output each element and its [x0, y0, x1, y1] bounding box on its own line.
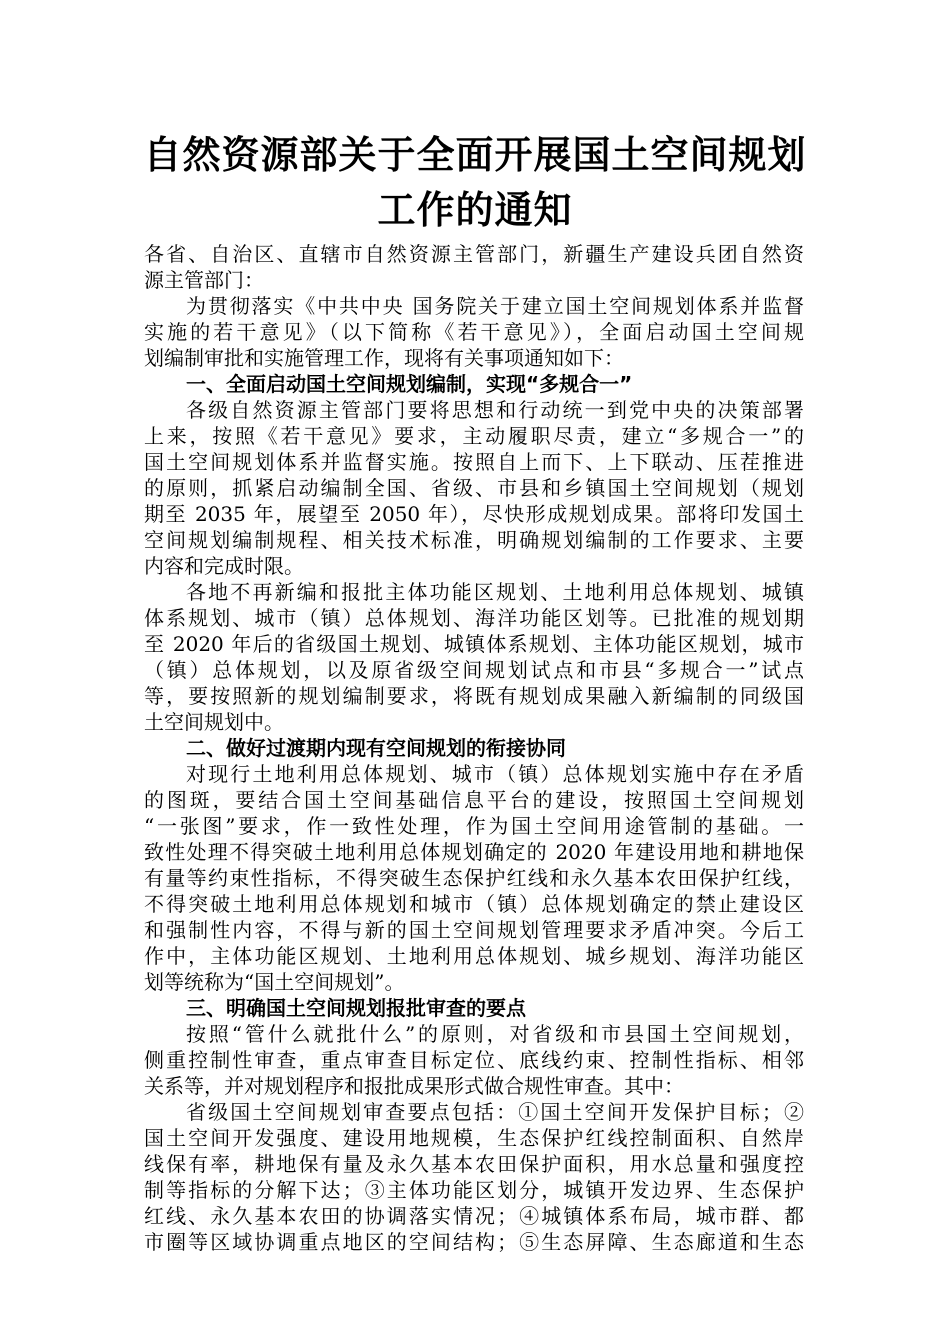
salutation-line: 各省、自治区、直辖市自然资源主管部门，新疆生产建设兵团自然资 — [144, 242, 804, 266]
paragraph-line: 省级国土空间规划审查要点包括：①国土空间开发保护目标；② — [186, 1100, 804, 1124]
paragraph-line: 为贯彻落实《中共中央 国务院关于建立国土空间规划体系并监督 — [186, 294, 804, 318]
paragraph-line: 作中，主体功能区规划、土地利用总体规划、城乡规划、海洋功能区 — [144, 944, 804, 968]
paragraph-line: （镇）总体规划，以及原省级空间规划试点和市县“多规合一”试点 — [144, 658, 804, 682]
document-body — [144, 241, 804, 1255]
paragraph-line: 和强制性内容，不得与新的国土空间规划管理要求矛盾冲突。今后工 — [144, 918, 804, 942]
paragraph-line: 不得突破土地利用总体规划和城市（镇）总体规划确定的禁止建设区 — [144, 892, 804, 916]
paragraph-line: 线保有率，耕地保有量及永久基本农田保护面积，用水总量和强度控 — [144, 1152, 804, 1176]
paragraph-line: 关系等，并对规划程序和报批成果形式做合规性审查。其中： — [144, 1074, 684, 1098]
paragraph-line: 致性处理不得突破土地利用总体规划确定的 2020 年建设用地和耕地保 — [144, 840, 804, 864]
paragraph-line: 内容和完成时限。 — [144, 554, 304, 578]
paragraph-line: 的图斑，要结合国土空间基础信息平台的建设，按照国土空间规划 — [144, 788, 804, 812]
paragraph-line: 按照“管什么就批什么”的原则，对省级和市县国土空间规划， — [186, 1022, 804, 1046]
paragraph-line: 市圈等区域协调重点地区的空间结构；⑤生态屏障、生态廊道和生态 — [144, 1230, 804, 1254]
paragraph-line: 对现行土地利用总体规划、城市（镇）总体规划实施中存在矛盾 — [186, 762, 804, 786]
paragraph-line: 土空间规划中。 — [144, 710, 284, 734]
title-line: 工作的通知 — [377, 188, 573, 232]
paragraph-line: 划等统称为“国土空间规划”。 — [144, 970, 405, 994]
paragraph-line: 侧重控制性审查，重点审查目标定位、底线约束、控制性指标、相邻 — [144, 1048, 804, 1072]
paragraph-line: 实施的若干意见》（以下简称《若干意见》），全面启动国土空间规 — [144, 320, 804, 344]
paragraph-line: 至 2020 年后的省级国土规划、城镇体系规划、主体功能区规划，城市 — [144, 632, 804, 656]
paragraph-line: 国土空间规划体系并监督实施。按照自上而下、上下联动、压茬推进 — [144, 450, 804, 474]
paragraph-line: 制等指标的分解下达；③主体功能区划分，城镇开发边界、生态保护 — [144, 1178, 804, 1202]
paragraph-line: 期至 2035 年，展望至 2050 年），尽快形成规划成果。部将印发国土 — [144, 502, 804, 526]
section-heading: 三、明确国土空间规划报批审查的要点 — [186, 996, 526, 1020]
paragraph-line: 有量等约束性指标，不得突破生态保护红线和永久基本农田保护红线， — [144, 866, 804, 890]
paragraph-line: 划编制审批和实施管理工作，现将有关事项通知如下： — [144, 346, 624, 370]
paragraph-line: 上来，按照《若干意见》要求，主动履职尽责，建立“多规合一”的 — [144, 424, 804, 448]
title-line: 自然资源部关于全面开展国土空间规划 — [143, 133, 807, 177]
section-heading: 二、做好过渡期内现有空间规划的衔接协同 — [186, 736, 566, 760]
paragraph-line: 的原则，抓紧启动编制全国、省级、市县和乡镇国土空间规划（规划 — [144, 476, 804, 500]
paragraph-line: 各地不再新编和报批主体功能区规划、土地利用总体规划、城镇 — [186, 580, 804, 604]
document-title — [140, 128, 810, 238]
paragraph-line: 国土空间开发强度、建设用地规模，生态保护红线控制面积、自然岸 — [144, 1126, 804, 1150]
paragraph-line: 各级自然资源主管部门要将思想和行动统一到党中央的决策部署 — [186, 398, 804, 422]
paragraph-line: 等，要按照新的规划编制要求，将既有规划成果融入新编制的同级国 — [144, 684, 804, 708]
section-heading: 一、全面启动国土空间规划编制，实现“多规合一” — [186, 372, 633, 396]
salutation-line: 源主管部门： — [144, 268, 264, 292]
paragraph-line: 红线、永久基本农田的协调落实情况；④城镇体系布局，城市群、都 — [144, 1204, 804, 1228]
paragraph-line: “一张图”要求，作一致性处理，作为国土空间用途管制的基础。一 — [144, 814, 804, 838]
paragraph-line: 空间规划编制规程、相关技术标准，明确规划编制的工作要求、主要 — [144, 528, 804, 552]
paragraph-line: 体系规划、城市（镇）总体规划、海洋功能区划等。已批准的规划期 — [144, 606, 804, 630]
